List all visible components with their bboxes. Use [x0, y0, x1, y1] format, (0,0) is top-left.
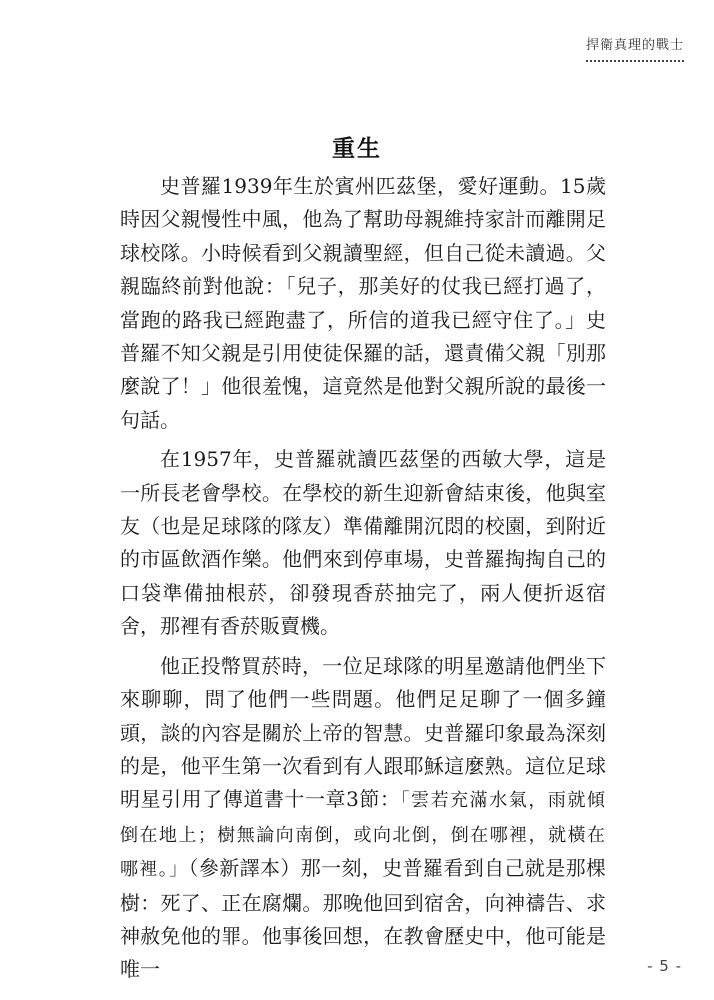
paragraph-3-tail: （參新譯本）那一刻，史普羅看到自己就是那棵樹：死了、正在腐爛。那晚他回到宿舍，向神禱告、求神赦免他的罪。他事後回想，在教會歷史中，他可能是唯一 [120, 856, 606, 982]
paragraph-2: 在1957年，史普羅就讀匹茲堡的西敏大學，這是一所長老會學校。在學校的新生迎新會結束後，他與室友（也是足球隊的隊友）準備離開沉悶的校園，到附近的市區飲酒作樂。他們來到停車場，史普羅掏掏自己的口袋準備抽根菸，卻發現香菸抽完了，兩人便折返宿舍，那裡有香菸販賣機。 [120, 447, 606, 639]
body-text [120, 170, 606, 987]
paragraph-3 [120, 650, 606, 987]
running-header: 捍衛真理的戰士 [586, 34, 684, 62]
scripture-quote: 「雲若充滿水氣，雨就傾倒在地上；樹無論向南倒，或向北倒，倒在哪裡，就橫在哪裡。」 [120, 790, 606, 881]
paragraph-1: 史普羅1939年生於賓州匹茲堡，愛好運動。15歲時因父親慢性中風，他為了幫助母親維持家計而離開足球校隊。小時候看到父親讀聖經，但自己從未讀過。父親臨終前對他說：「兒子，那美好的仗我已經打過了，當跑的路我已經跑盡了，所信的道我已經守住了。」史普羅不知父親是引用使徒保羅的話，還責備父親「別那麼說了！」他很羞愧，這竟然是他對父親所說的最後一句話。 [120, 174, 606, 432]
chapter-title: 重生 [332, 136, 382, 162]
paragraph-3-lead: 他正投幣買菸時，一位足球隊的明星邀請他們坐下來聊聊，問了他們一些問題。他們足足聊了一個多鐘頭，談的內容是關於上帝的智慧。史普羅印象最為深刻的是，他平生第一次看到有人跟耶穌這麼熟。這位足球明星引用了傳道書十一章3節： [120, 653, 606, 812]
page-number: - 5 - [647, 957, 682, 975]
